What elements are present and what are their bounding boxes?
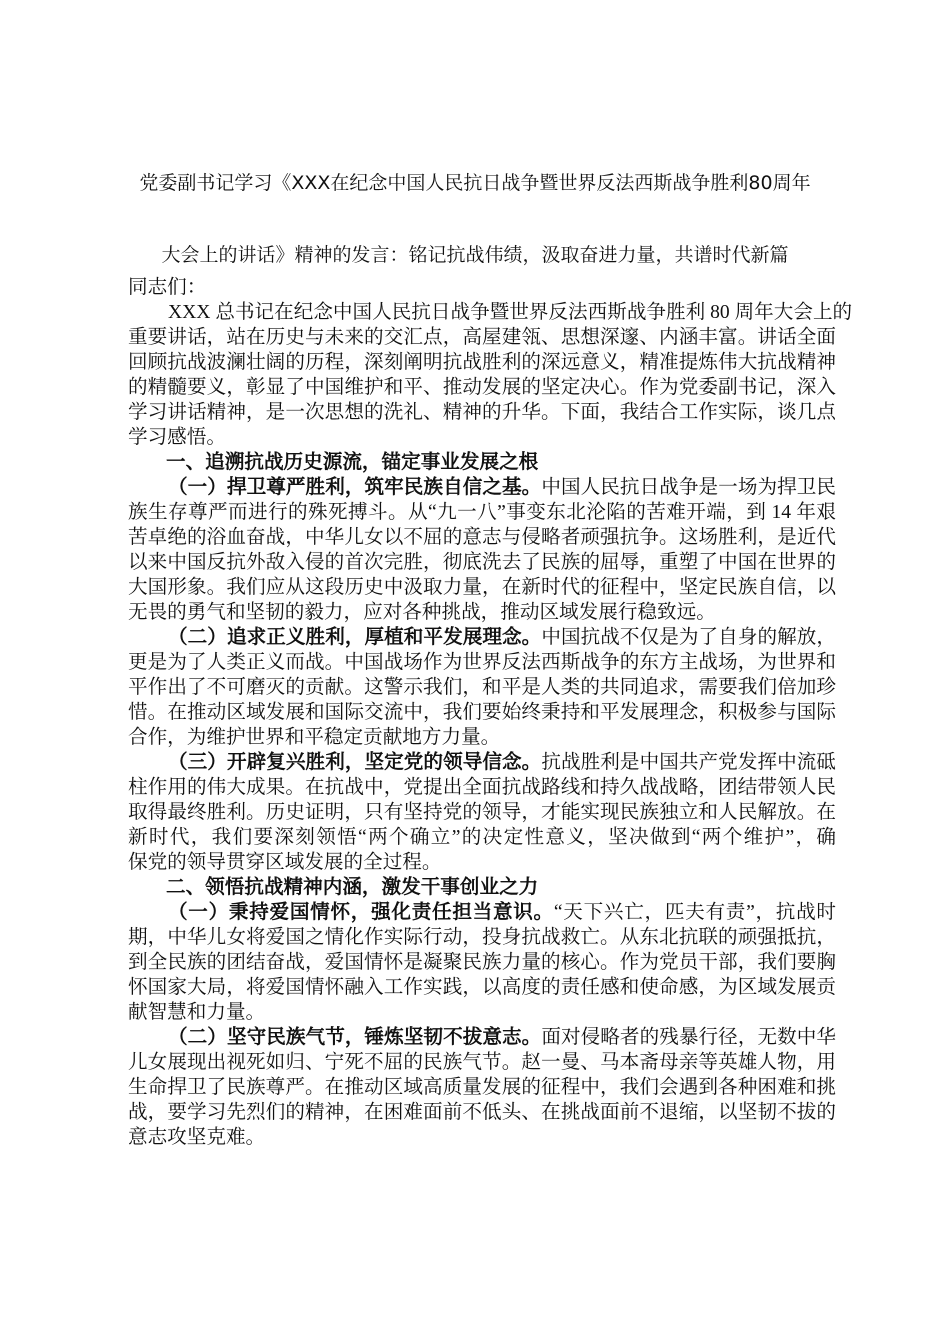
paragraph-line [128,725,836,750]
line-text: 中国人民抗日战争是一场为捍卫民 [541,477,837,498]
paragraph-line [128,350,836,375]
line-text: 保党的领导贯穿区域发展的全过程。 [128,852,442,873]
paragraph-line [128,1050,836,1075]
line-text: “天下兴亡，匹夫有责”，抗战时 [553,902,836,923]
document-title-line-2: 大会上的讲话》精神的发言：铭记抗战伟绩，汲取奋进力量，共谱时代新篇 [161,244,789,266]
paragraph-line [128,600,836,625]
line-text: 回顾抗战波澜壮阔的历程，深刻阐明抗战胜利的深远意义，精准提炼伟大抗战精神 [128,352,836,373]
bold-lead-heading: （一）秉持爱国情怀，强化责任担当意识。 [168,902,554,923]
paragraph-line [128,750,836,775]
section-heading: 一、追溯抗战历史源流，锚定事业发展之根 [166,452,539,473]
line-text: 重要讲话，站在历史与未来的交汇点，高屋建瓴、思想深邃、内涵丰富。讲话全面 [128,327,836,348]
line-text: 生命捍卫了民族尊严。在推动区域高质量发展的征程中，我们会遇到各种困难和挑 [128,1077,836,1098]
paragraph-line [128,675,836,700]
line-text: 无畏的勇气和坚韧的毅力，应对各种挑战，推动区域发展行稳致远。 [128,602,716,623]
paragraph-line [128,550,836,575]
paragraph-line [128,425,836,450]
paragraph-line [128,700,836,725]
paragraph-line [128,900,836,925]
intro-paragraph [128,300,853,450]
line-text: 面对侵略者的残暴行径，无数中华 [541,1027,837,1048]
document-title-line-1: 党委副书记学习《XXX在纪念中国人民抗日战争暨世界反法西斯战争胜利80周年 [139,172,811,194]
paragraph-line [128,950,836,975]
paragraph-line [128,975,836,1000]
line-text: 到全民族的团结奋战，爱国情怀是凝聚民族力量的核心。作为党员干部，我们要胸 [128,952,836,973]
salutation: 同志们： [128,277,207,298]
line-text: 中国抗战不仅是为了自身的解放， [541,627,837,648]
paragraph-line [128,575,836,600]
line-text: 学习感悟。 [128,427,226,448]
paragraph-line [128,850,836,875]
line-text: 学习讲话精神，是一次思想的洗礼、精神的升华。下面，我结合工作实际，谈几点 [128,402,836,423]
paragraph-line [128,1000,836,1025]
line-text: 怀国家大局，将爱国情怀融入工作实践，以高度的责任感和使命感，为区域发展贡 [128,977,836,998]
line-text: 苦卓绝的浴血奋战，中华儿女以不屈的意志与侵略者顽强抗争。这场胜利，是近代 [128,527,836,548]
paragraph-line [128,800,836,825]
paragraph-line [128,300,853,325]
document-body [128,275,853,1150]
line-text: 族生存尊严而进行的殊死搏斗。从“九一八”事变东北沦陷的苦难开端，到 14 年艰 [128,502,836,523]
subsection-paragraph [128,625,836,750]
line-text: 以来中国反抗外敌入侵的首次完胜，彻底洗去了民族的屈辱，重塑了中国在世界的 [128,552,836,573]
paragraph-line [128,775,836,800]
paragraph-line [128,525,836,550]
line-text: 抗战胜利是中国共产党发挥中流砥 [541,752,837,773]
line-text: 献智慧和力量。 [128,1002,266,1023]
paragraph-line [128,1125,836,1150]
paragraph-line [128,925,836,950]
subsection-paragraph [128,900,836,1025]
paragraph-line [128,650,836,675]
bold-lead-heading: （三）开辟复兴胜利，坚定党的领导信念。 [168,752,542,773]
paragraph-line [128,825,836,850]
line-text: 意志攻坚克难。 [128,1127,266,1148]
line-text: 战，要学习先烈们的精神，在困难面前不低头、在挑战面前不退缩，以坚韧不拔的 [128,1102,836,1123]
subsection-paragraph [128,475,836,625]
paragraph-line [128,1100,836,1125]
bold-lead-heading: （二）坚守民族气节，锤炼坚韧不拔意志。 [168,1027,542,1048]
paragraph-line [128,475,836,500]
paragraph-line [128,1025,836,1050]
paragraph-line [128,625,836,650]
line-text: 取得最终胜利。历史证明，只有坚持党的领导，才能实现民族独立和人民解放。在 [128,802,836,823]
subsection-paragraph [128,750,836,875]
line-text: 期，中华儿女将爱国之情化作实际行动，投身抗战救亡。从东北抗联的顽强抵抗， [128,927,836,948]
line-text: 大国形象。我们应从这段历史中汲取力量，在新时代的征程中，坚定民族自信，以 [128,577,836,598]
line-text: 的精髓要义，彰显了中国维护和平、推动发展的坚定决心。作为党委副书记，深入 [128,377,836,398]
paragraph-line [128,500,836,525]
paragraph-line [128,400,836,425]
line-text: 新时代，我们要深刻领悟“两个确立”的决定性意义，坚决做到“两个维护”，确 [128,827,836,848]
line-text: 柱作用的伟大成果。在抗战中，党提出全面抗战路线和持久战战略，团结带领人民 [128,777,836,798]
bold-lead-heading: （二）追求正义胜利，厚植和平发展理念。 [168,627,542,648]
paragraph-line [128,375,836,400]
line-text: 平作出了不可磨灭的贡献。这警示我们，和平是人类的共同追求，需要我们倍加珍 [128,677,836,698]
line-text: XXX 总书记在纪念中国人民抗日战争暨世界反法西斯战争胜利 80 周年大会上的 [168,302,853,323]
paragraph-line [128,325,836,350]
section-heading: 二、领悟抗战精神内涵，激发干事创业之力 [166,877,539,898]
line-text: 合作，为维护世界和平稳定贡献地方力量。 [128,727,501,748]
line-text: 惜。在推动区域发展和国际交流中，我们要始终秉持和平发展理念，积极参与国际 [128,702,836,723]
line-text: 更是为了人类正义而战。中国战场作为世界反法西斯战争的东方主战场，为世界和 [128,652,836,673]
paragraph-line [128,1075,836,1100]
subsection-paragraph [128,1025,836,1150]
bold-lead-heading: （一）捍卫尊严胜利，筑牢民族自信之基。 [168,477,542,498]
line-text: 儿女展现出视死如归、宁死不屈的民族气节。赵一曼、马本斋母亲等英雄人物，用 [128,1052,836,1073]
